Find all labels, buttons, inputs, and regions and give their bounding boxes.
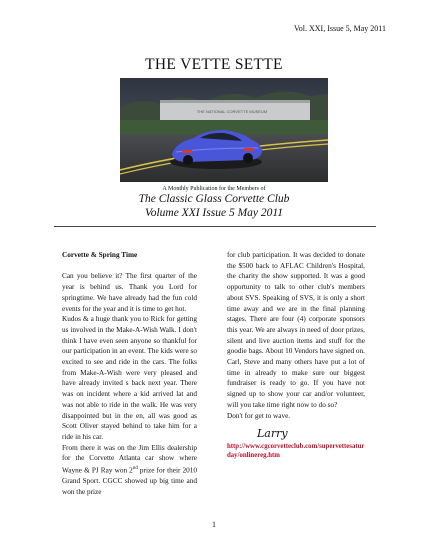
registration-link[interactable]: http://www.cgcorvetteclub.com/supervettesaturday/onlinereg.htm — [227, 442, 365, 460]
article-text-part1: Can you believe it? The first quarter of the year is behind us. Thank you Lord for springtime. We have already had the fun cold events for the year and it is time to get hot. Kudos & a huge thank you to Rick for getting us involved in the Make-A-Wish Walk. I don't think I have even seen anyone so thankful for our participation in an event. The kids were so excited to see and ride in the cars. The folks from Make-A-Wish were very pleased and have already invited s back next year. There was on incident where a kid arrived lat and was not able to ride in the walk. He was very disappointed but in the en, all was good as Scott Oliver stayed behind to take him for a ride in his car. From there it was on the Jim Ellis dealership for the Corvette Atlanta car show where Wayne & PJ Ray won 2 — [62, 272, 197, 475]
newsletter-title: THE VETTE SETTE — [145, 56, 283, 73]
article-body-right: for club participation. It was decided to donate the $500 back to AFLAC Children's Hospital, the charity the show supported. It was a good opportunity to talk to other club's members about SVS. Speaking of SVS, it is only a short time away and we are in the final planning stages. There are four (4) corporate sponsors this year. We are always in need of door prizes, silent and live auction items and stuff for the goodie bags. About 10 Vendors have signed on. Carl, Steve and many others have put a lot of time in already to make sure our biggest fundraiser is ready to go. If you have not signed up to show your car and/or volunteer, will you take time right now to do so? Don't for get to wave. — [227, 251, 365, 420]
article-heading: Corvette & Spring Time — [62, 251, 138, 259]
signature: Larry — [257, 427, 288, 441]
museum-sign: THE NATIONAL CORVETTE MUSEUM — [196, 109, 268, 114]
article-body-left — [62, 271, 197, 497]
volume-info: Vol. XXI, Issue 5, May 2011 — [294, 24, 386, 33]
page-number: 1 — [212, 520, 216, 529]
cover-photo — [120, 78, 328, 182]
article-column-left — [62, 250, 197, 498]
article-text-part2: prize for their 2010 Grand Sport. CGCC showed up big time and won the prize — [62, 466, 197, 496]
masthead-subtitle: A Monthly Publication for the Members of — [162, 186, 266, 192]
club-name: The Classic Glass Corvette Club — [138, 193, 290, 205]
divider — [54, 226, 376, 227]
ordinal-suffix: nd — [132, 466, 138, 472]
issue-line: Volume XXI Issue 5 May 2011 — [144, 207, 284, 219]
corvette-photo — [120, 78, 328, 182]
article-column-right — [227, 250, 365, 461]
